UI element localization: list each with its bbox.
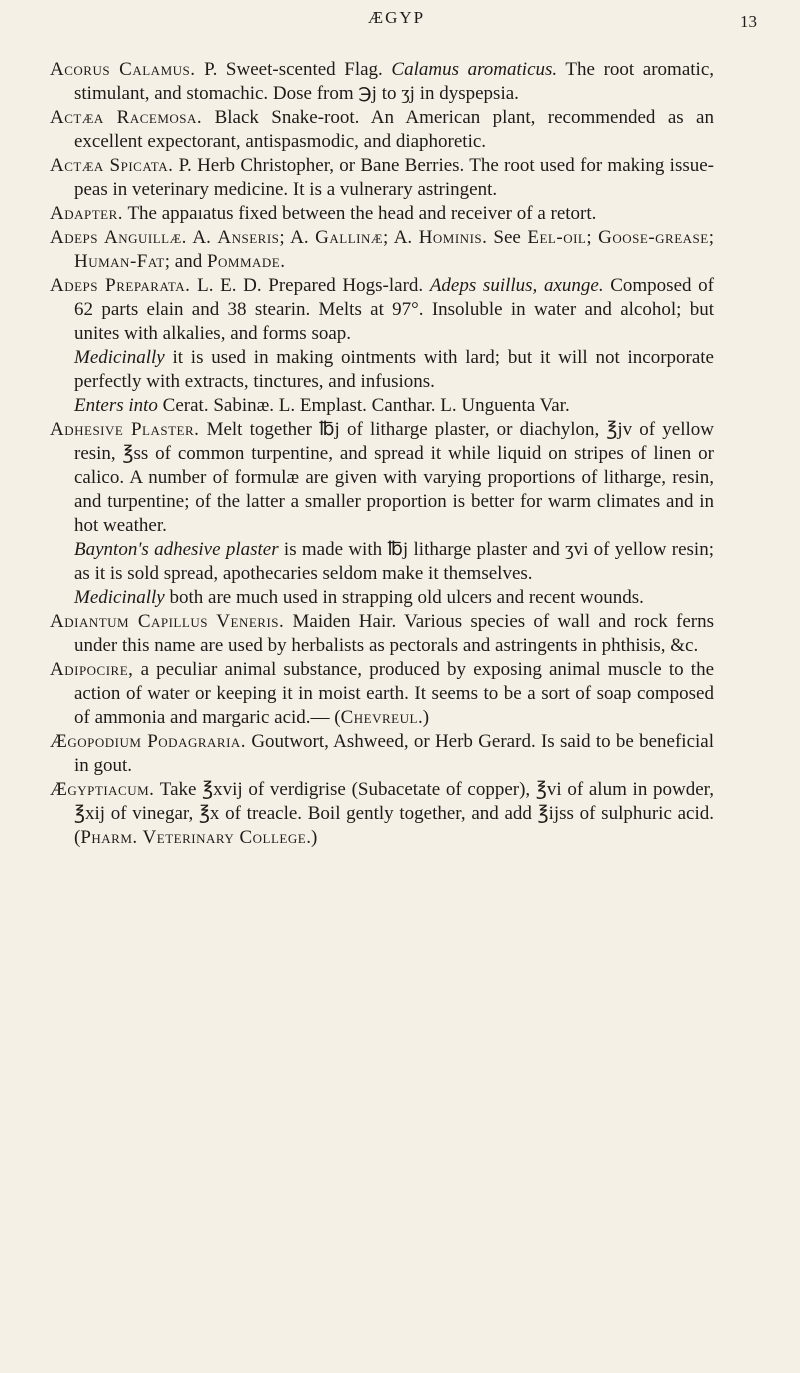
entry-baynton-plaster xyxy=(50,538,714,586)
entry-text: Maiden Hair. Various species of wall and rock ferns under this name are used by herbalists as pectorals and astringents in phthisis, &c. xyxy=(74,611,714,656)
entry-text: ; A. xyxy=(279,227,316,248)
entry-text: a peculiar animal substance, produced by exposing animal muscle to the action of water or keeping it in moist earth. It seems to be a sort of soap composed of ammonia and margaric acid.— ( xyxy=(74,659,714,728)
cross-ref: Hominis xyxy=(418,227,483,248)
headword: Adeps Preparata. xyxy=(50,275,191,296)
entry-adeps-enters-into xyxy=(50,394,714,418)
entry-plaster-medicinally xyxy=(50,586,714,610)
entry-text: Melt together ℔j of litharge plaster, or diachylon, ℥jv of yellow resin, ℥ss of common turpentine, and spread it while liquid on stripes of linen or calico. A number of formulæ are given with varying proportions of litharge, resin, and turpentine; of the latter a smaller proportion is better for warm climates and in hot weather. xyxy=(74,419,714,536)
italic-term: Enters into xyxy=(74,395,158,416)
entry-text: Take ℥xvij of verdigrise (Subacetate of copper), ℥vi of alum in powder, ℥xij of vinegar, ℥x of treacle. Boil gently together, and add ℥ijss of sulphuric acid. ( xyxy=(74,779,714,848)
cross-ref: Chevreul xyxy=(340,707,418,728)
entry-text: . See xyxy=(482,227,528,248)
italic-term: Calamus aromaticus. xyxy=(391,59,558,80)
entry-adapter xyxy=(50,202,714,226)
entry-adeps-preparata xyxy=(50,274,714,346)
entry-text: Cerat. Sabinæ. L. Emplast. Canthar. L. Unguenta Var. xyxy=(157,395,570,416)
cross-ref: Human-Fat xyxy=(74,251,165,272)
entry-text: ; A. xyxy=(382,227,419,248)
cross-ref: Anseris xyxy=(217,227,280,248)
entry-adeps-anguillae xyxy=(50,226,714,274)
entry-text: Goutwort, Ashweed, or Herb Gerard. Is said to be beneficial in gout. xyxy=(74,731,714,776)
entry-text: it is used in making ointments with lard; but it will not incorporate perfectly with extracts, tinctures, and infusions. xyxy=(74,347,714,392)
entry-aegopodium xyxy=(50,730,714,778)
entry-actaea-racemosa xyxy=(50,106,714,154)
headword: Ægyptiacum. xyxy=(50,779,155,800)
cross-ref: Gallinæ xyxy=(315,227,383,248)
entry-actaea-spicata xyxy=(50,154,714,202)
entry-adiantum xyxy=(50,610,714,658)
cross-ref: Goose-grease xyxy=(598,227,709,248)
entry-acorus-calamus xyxy=(50,58,714,106)
headword: Adipocire, xyxy=(50,659,134,680)
headword: Actæa Racemosa. xyxy=(50,107,203,128)
headword: Adhesive Plaster. xyxy=(50,419,200,440)
page-number: 13 xyxy=(740,12,757,31)
italic-term: Baynton's adhesive plaster xyxy=(74,539,279,560)
headword: Adapter. xyxy=(50,203,124,224)
entry-text: is made with ℔j litharge plaster and ʒvi of yellow resin; as it is sold spread, apothecaries seldom make it themselves. xyxy=(74,539,714,584)
entry-text: ; xyxy=(586,227,599,248)
entry-text: .) xyxy=(417,707,430,728)
entry-text: Composed of 62 parts elain and 38 stearin. Melts at 97°. Insoluble in water and alcohol; but unites with alkalies, and forms soap. xyxy=(74,275,714,344)
entry-text: Black Snake-root. An American plant, recommended as an excellent expectorant, antispasmodic, and diaphoretic. xyxy=(74,107,714,152)
entry-aegyptiacum xyxy=(50,778,714,850)
headword: Adiantum Capillus Veneris. xyxy=(50,611,285,632)
cross-ref: Eel-oil xyxy=(527,227,587,248)
entry-text: A. xyxy=(186,227,218,248)
running-head-title: ÆGYP xyxy=(368,8,426,27)
entry-text: P. Sweet-scented Flag. xyxy=(195,59,392,80)
entry-text: L. E. D. Prepared Hogs-lard. xyxy=(190,275,430,296)
entry-text: .) xyxy=(306,827,318,848)
entry-text: both are much used in strapping old ulcers and recent wounds. xyxy=(164,587,644,608)
headword: Adeps Anguillæ. xyxy=(50,227,187,248)
italic-term: Adeps suillus, axunge. xyxy=(429,275,604,296)
entry-adeps-medicinally xyxy=(50,346,714,394)
headword: Ægopodium Podagraria. xyxy=(50,731,247,752)
running-head xyxy=(0,4,800,40)
headword: Actæa Spicata. xyxy=(50,155,174,176)
cross-ref: Pommade xyxy=(206,251,281,272)
entry-text: ; and xyxy=(164,251,207,272)
cross-ref: Pharm. Veterinary College xyxy=(80,827,307,848)
entry-text: The root aromatic, stimulant, and stomachic. Dose from ℈j to ʒj in dyspepsia. xyxy=(74,59,714,104)
entry-adhesive-plaster xyxy=(50,418,714,538)
headword: Acorus Calamus. xyxy=(50,59,196,80)
entry-text: ; xyxy=(708,227,715,248)
entry-text: P. Herb Christopher, or Bane Berries. The root used for making issue-peas in veterinary medicine. It is a vulnerary astringent. xyxy=(74,155,714,200)
entry-text: The appaıatus fixed between the head and receiver of a retort. xyxy=(123,203,597,224)
italic-term: Medicinally xyxy=(74,347,165,368)
entry-adipocire xyxy=(50,658,714,730)
italic-term: Medicinally xyxy=(74,587,165,608)
entry-text: . xyxy=(280,251,285,272)
